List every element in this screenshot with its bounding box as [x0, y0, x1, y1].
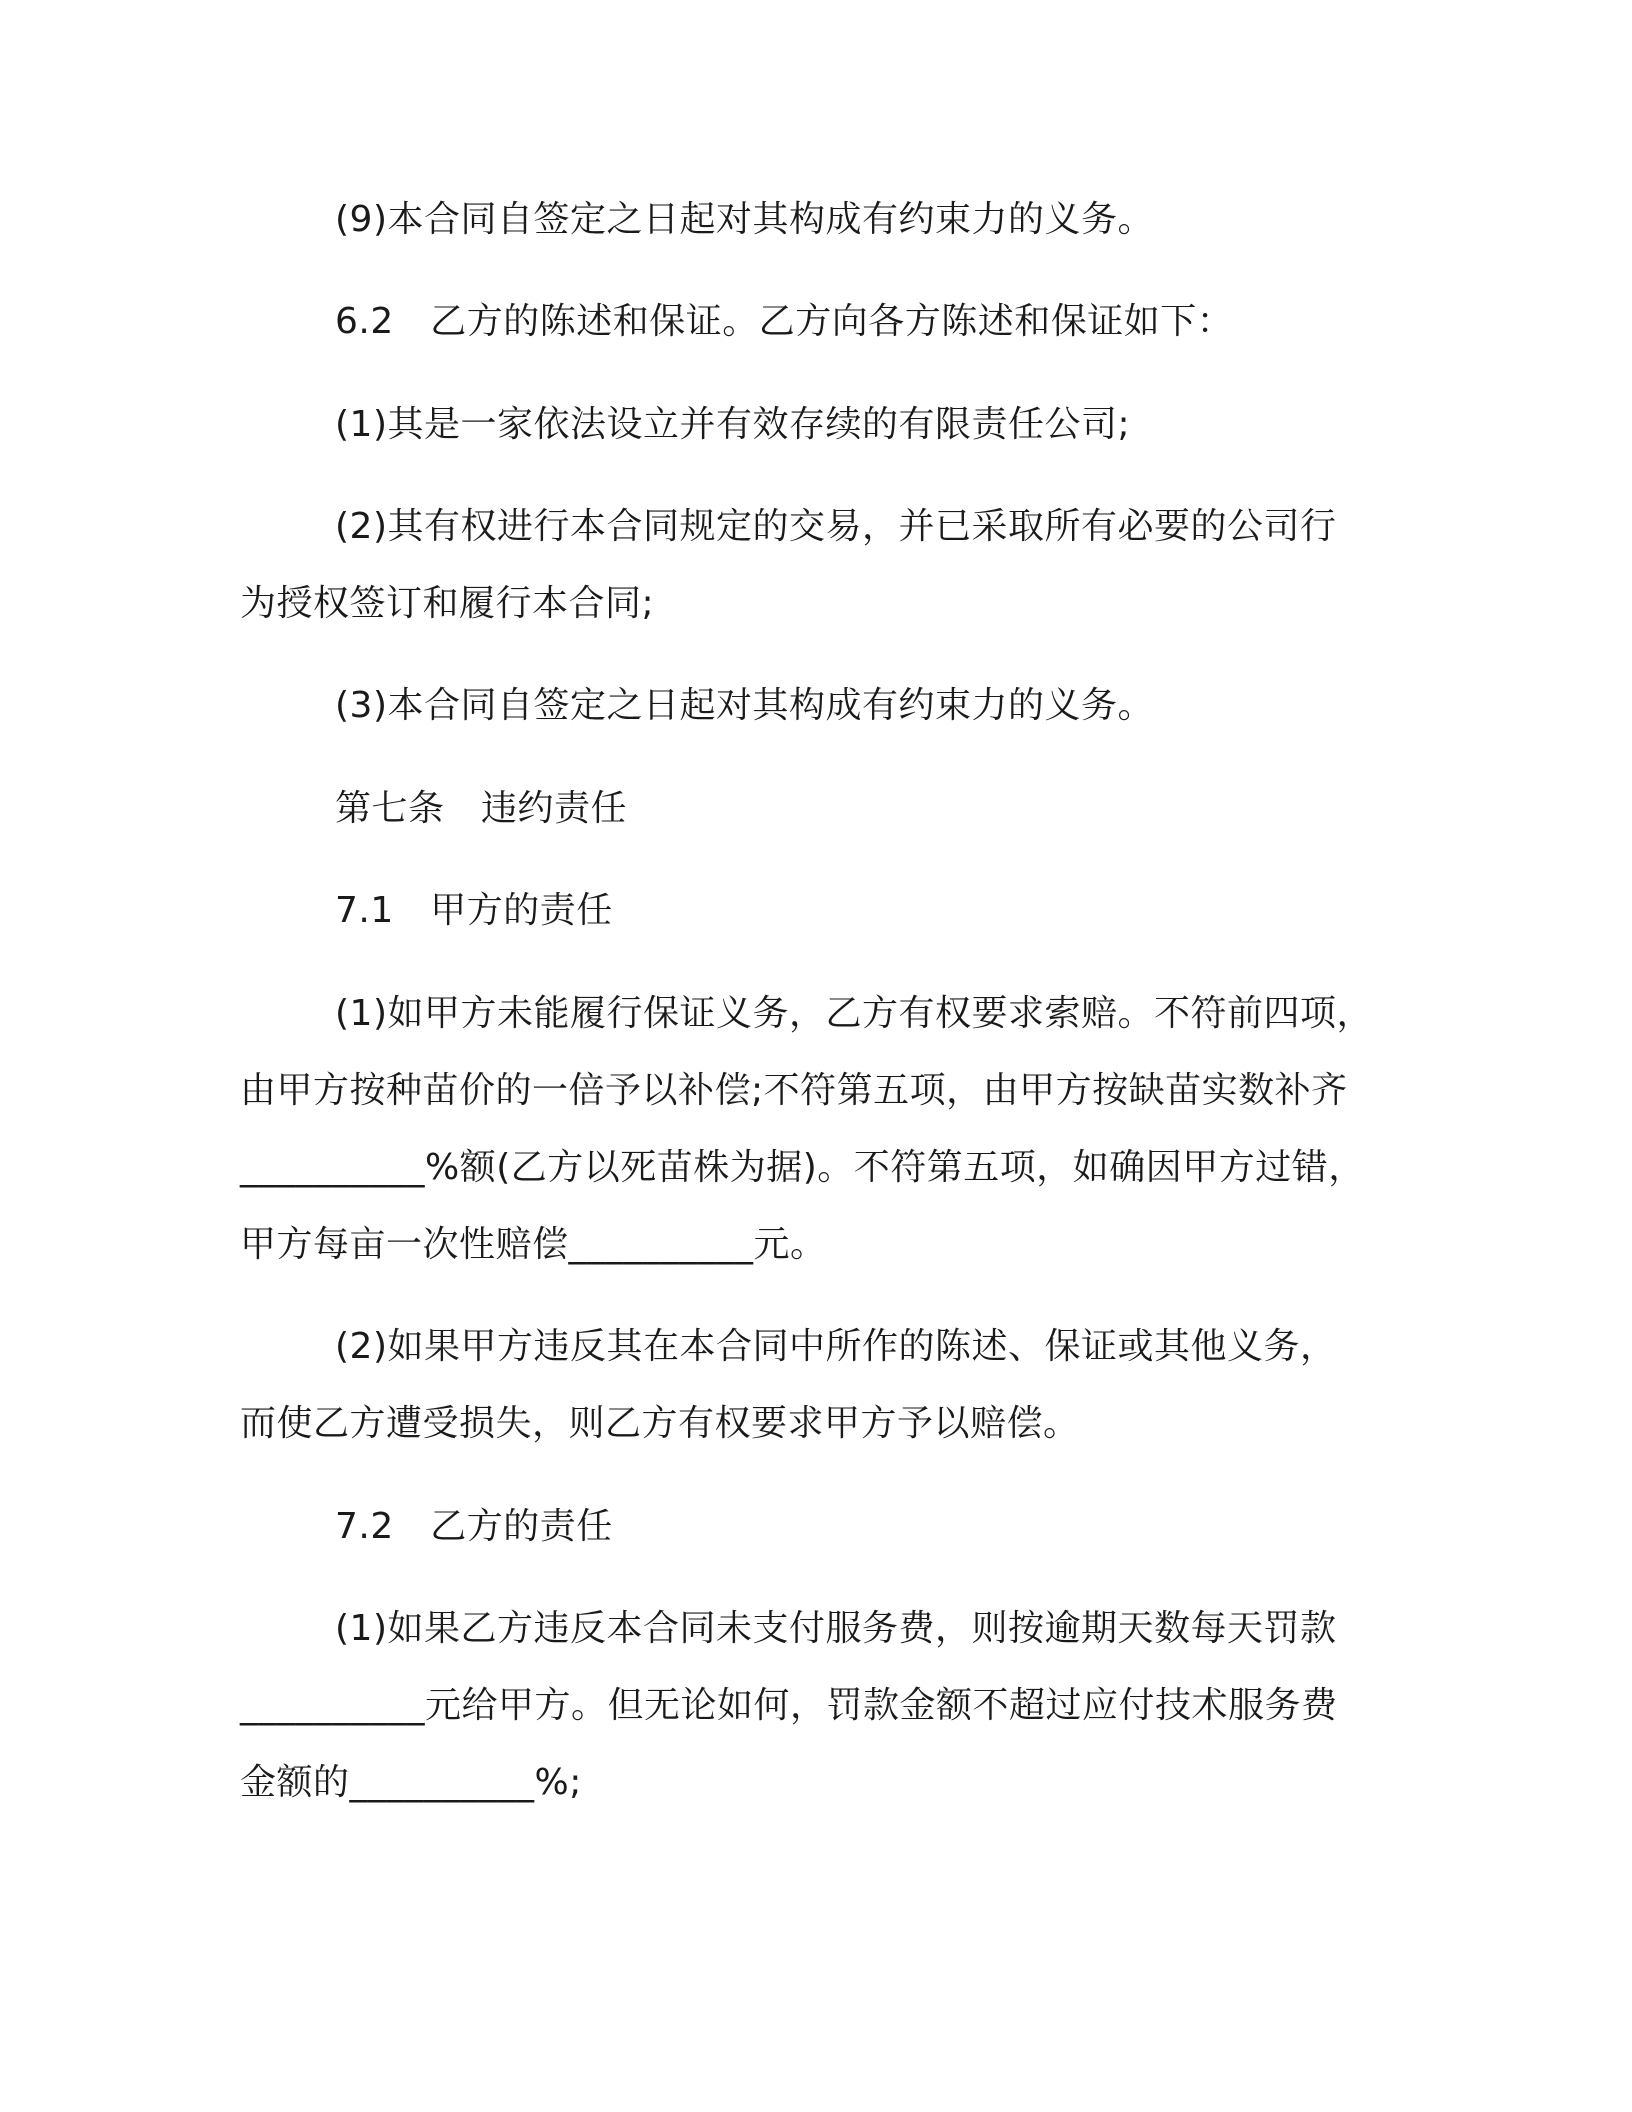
clause-6-2-heading: 6.2 乙方的陈述和保证。乙方向各方陈述和保证如下：: [335, 301, 1234, 342]
clause-6-1-item-9: (9)本合同自签定之日起对其构成有约束力的义务。: [335, 199, 1154, 240]
clause-6-2-item-1: (1)其是一家依法设立并有效存续的有限责任公司;: [335, 404, 1131, 445]
clause-6-2-item-2-line-2: 为授权签订和履行本合同;: [240, 583, 655, 624]
clause-7-1-item-2-line-1: (2)如果甲方违反其在本合同中所作的陈述、保证或其他义务，: [335, 1326, 1337, 1367]
clause-7-2-item-1-line-1: (1)如果乙方违反本合同未支付服务费，则按逾期天数每天罚款: [335, 1608, 1337, 1649]
clause-7-2-heading: 7.2 乙方的责任: [335, 1506, 613, 1547]
clause-7-1-item-1-line-2: 由甲方按种苗价的一倍予以补偿;不符第五项，由甲方按缺苗实数补齐: [240, 1070, 1348, 1111]
clause-7-1-item-1-line-4: 甲方每亩一次性赔偿__________元。: [240, 1224, 827, 1265]
clause-7-1-item-1-line-3: __________%额(乙方以死苗株为据)。不符第五项，如确因甲方过错，: [240, 1147, 1365, 1188]
clause-7-1-heading: 7.1 甲方的责任: [335, 890, 613, 931]
clause-6-2-item-2-line-1: (2)其有权进行本合同规定的交易，并已采取所有必要的公司行: [335, 506, 1337, 547]
clause-7-1-item-2-line-2: 而使乙方遭受损失，则乙方有权要求甲方予以赔偿。: [240, 1403, 1080, 1444]
clause-7-2-item-1-line-2: __________元给甲方。但无论如何，罚款金额不超过应付技术服务费: [240, 1685, 1338, 1726]
article-7-heading: 第七条 违约责任: [335, 788, 628, 829]
clause-6-2-item-3: (3)本合同自签定之日起对其构成有约束力的义务。: [335, 685, 1154, 726]
clause-7-2-item-1-line-3: 金额的__________%;: [240, 1762, 582, 1803]
clause-7-1-item-1-line-1: (1)如甲方未能履行保证义务，乙方有权要求索赔。不符前四项，: [335, 993, 1373, 1034]
